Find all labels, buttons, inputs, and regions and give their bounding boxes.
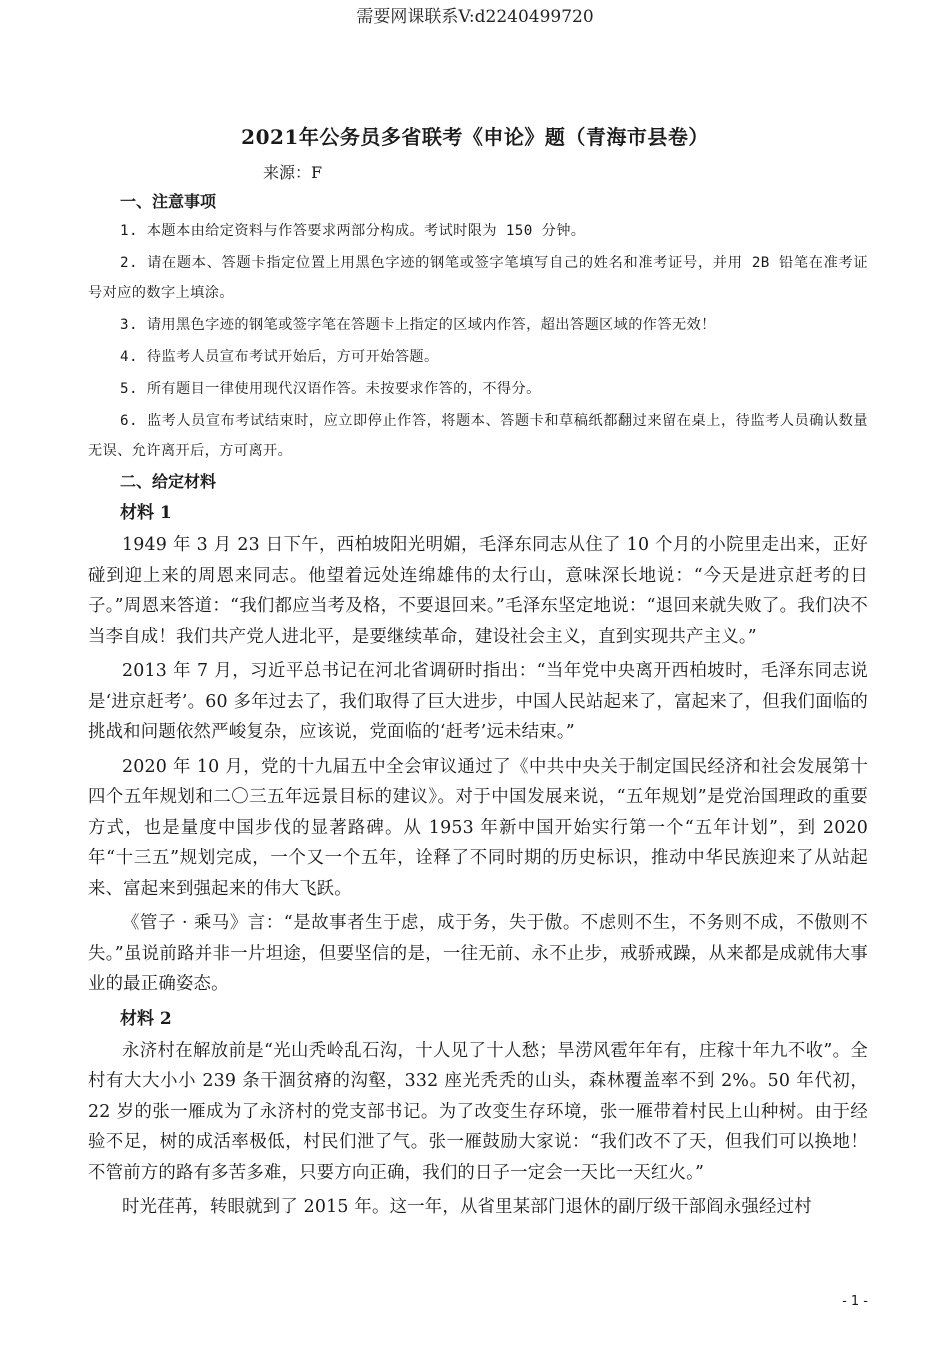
material-1-paragraph: 1949 年 3 月 23 日下午，西柏坡阳光明媚，毛泽东同志从住了 10 个月的小院里走出来，正好碰到迎上来的周恩来同志。他望着远处连绵雄伟的太行山，意味深长地说：“今天是进京赶考的日子。”周恩来答道：“我们都应当考及格，不要退回来。”毛泽东坚定地说：“退回来就失败了。我们决不当李自成！我们共产党人进北平，是要继续革命，建设社会主义，直到实现共产主义。” [88, 535, 868, 647]
notice-heading: 一、注意事项 [120, 192, 217, 211]
source-line: 来源：F [263, 163, 323, 182]
material-1-paragraph: 2020 年 10 月，党的十九届五中全会审议通过了《中共中央关于制定国民经济和社会发展第十四个五年规划和二〇三五年远景目标的建议》。对于中国发展来说，“五年规划”是党治国理政的重要方式，也是量度中国步伐的显著路碑。从 1953 年新中国开始实行第一个“五年计划”，到 2020 年“十三五”规划完成，一个又一个五年，诠释了不同时期的历史标识，推动中华民族迎来了从站起来、富起来到强起来的伟大飞跃。 [88, 756, 868, 899]
notice-item: 5. 所有题目一律使用现代汉语作答。未按要求作答的，不得分。 [120, 381, 541, 397]
notice-item: 3. 请用黑色字迹的钢笔或签字笔在答题卡上指定的区域内作答，超出答题区域的作答无效！ [120, 317, 716, 333]
notice-item: 1. 本题本由给定资料与作答要求两部分构成。考试时限为 150 分钟。 [120, 223, 586, 239]
material-2-heading: 材料 2 [120, 1008, 172, 1029]
material-2-paragraph: 时光荏苒，转眼就到了 2015 年。这一年，从省里某部门退休的副厅级干部阎永强经过村 [122, 1197, 812, 1217]
material-2-paragraph: 永济村在解放前是“光山秃岭乱石沟，十人见了十人愁；旱涝风雹年年有，庄稼十年九不收”。全村有大大小小 239 条干涸贫瘠的沟壑，332 座光秃秃的山头，森林覆盖率不到 2%。50 年代初，22 岁的张一雁成为了永济村的党支部书记。为了改变生存环境，张一雁带着村民上山种树。由于经验不足，树的成活率极低，村民们泄了气。张一雁鼓励大家说：“我们改不了天，但我们可以换地！不管前方的路有多苦多难，只要方向正确，我们的日子一定会一天比一天红火。” [88, 1040, 868, 1183]
notice-item: 4. 待监考人员宣布考试开始后，方可开始答题。 [120, 349, 439, 365]
notice-item: 6. 监考人员宣布考试结束时，应立即停止作答，将题本、答题卡和草稿纸都翻过来留在桌上，待监考人员确认数量无误、允许离开后，方可离开。 [88, 413, 868, 459]
document-title: 2021年公务员多省联考《申论》题（青海市县卷） [241, 125, 709, 149]
material-1-paragraph: 《管子 · 乘马》言：“是故事者生于虑，成于务，失于傲。不虑则不生，不务则不成，不傲则不失。”虽说前路并非一片坦途，但要坚信的是，一往无前、永不止步，戒骄戒躁，从来都是成就伟大事业的最正确姿态。 [88, 913, 868, 994]
material-1-paragraph: 2013 年 7 月，习近平总书记在河北省调研时指出：“当年党中央离开西柏坡时，毛泽东同志说是‘进京赶考’。60 多年过去了，我们取得了巨大进步，中国人民站起来了，富起来了，但我们面临的挑战和问题依然严峻复杂，应该说，党面临的‘赶考’远未结束。” [88, 661, 868, 742]
materials-heading: 二、给定材料 [120, 472, 217, 491]
page-number: - 1 - [842, 1294, 868, 1309]
notice-item: 2. 请在题本、答题卡指定位置上用黑色字迹的钢笔或签字笔填写自己的姓名和准考证号，并用 2B 铅笔在准考证号对应的数字上填涂。 [88, 255, 868, 301]
watermark-text: 需要网课联系V:d2240499720 [356, 7, 594, 27]
material-1-heading: 材料 1 [120, 503, 172, 523]
document-body [88, 188, 868, 1227]
